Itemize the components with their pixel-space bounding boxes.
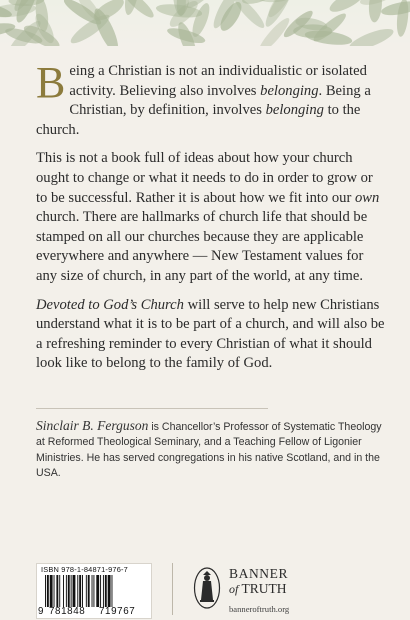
author-bio-text: is Chancellor’s Professor of Systematic Theology at Reformed Theological Seminary, and a Teaching Fellow of Ligonier Ministries. He has served congregations in his native Scotland, and in the USA. [36,421,382,480]
barcode-bar [66,575,67,607]
barcode-bar [45,575,46,607]
publisher-url: banneroftruth.org [229,604,290,614]
author-bio [36,418,388,482]
divider [36,408,268,409]
isbn-label: ISBN 978-1-84871-976-7 [41,565,128,574]
barcode-bar [56,575,58,607]
blurb-paragraph-2: This is not a book full of ideas about how your church ought to change or what it needs to do in order to grow or to be successful. Rather it is about how we fit into our own church. There are hallmarks of church life that should be stamped on all our churches because they are applicable everywhere and anywhere — New Testament values for any size of church, in any part of the world, at any time. [36,150,380,284]
barcode-bar [100,575,101,607]
barcode-bar [59,575,60,607]
barcode-bar [82,575,83,607]
barcode-bar [68,575,70,607]
publisher-name-line2: of TRUTH [229,581,287,596]
book-title: Devoted to God’s Church [36,296,184,313]
bishop-figure-icon [193,566,221,610]
barcode-bar [71,575,72,607]
blurb-paragraph-3: Devoted to God’s Church will serve to help new Christians understand what it is to be part of a church, and will also be a refreshing reminder to every Christian of what it should look like to belong to the family of God. [36,296,385,372]
barcode-bar [112,575,113,607]
barcode-bars [45,575,143,609]
blurb-paragraph-1: Being a Christian is not an individualistic or isolated activity. Believing also involves belonging. Being a Christian, by definition, involves belonging to the church. [36,58,371,138]
barcode-bar [73,575,76,607]
barcode-bar [54,575,55,607]
barcode-bar [79,575,81,607]
barcode-bar [93,575,94,607]
barcode-bar [92,575,93,607]
barcode-bar [108,575,111,607]
barcode-bar [47,575,49,607]
blurb-text [36,58,386,383]
drop-cap: B [36,58,66,107]
publisher-name-line1: BANNER [229,566,289,581]
barcode-bar [88,575,90,607]
leaf-pattern-band [0,0,410,46]
barcode-bar [50,575,53,607]
barcode-divider [172,563,173,615]
barcode-bar [63,575,64,607]
barcode-bar [105,575,107,607]
barcode-bar [103,575,104,607]
barcode: ISBN 978-1-84871-976-7 9 781848 719767 [36,563,152,619]
barcode-bar [86,575,87,607]
barcode-bar [96,575,99,607]
barcode-bar [77,575,78,607]
leaf-shape [347,25,396,46]
publisher-logo [229,567,288,597]
author-name: Sinclair B. Ferguson [36,418,149,433]
